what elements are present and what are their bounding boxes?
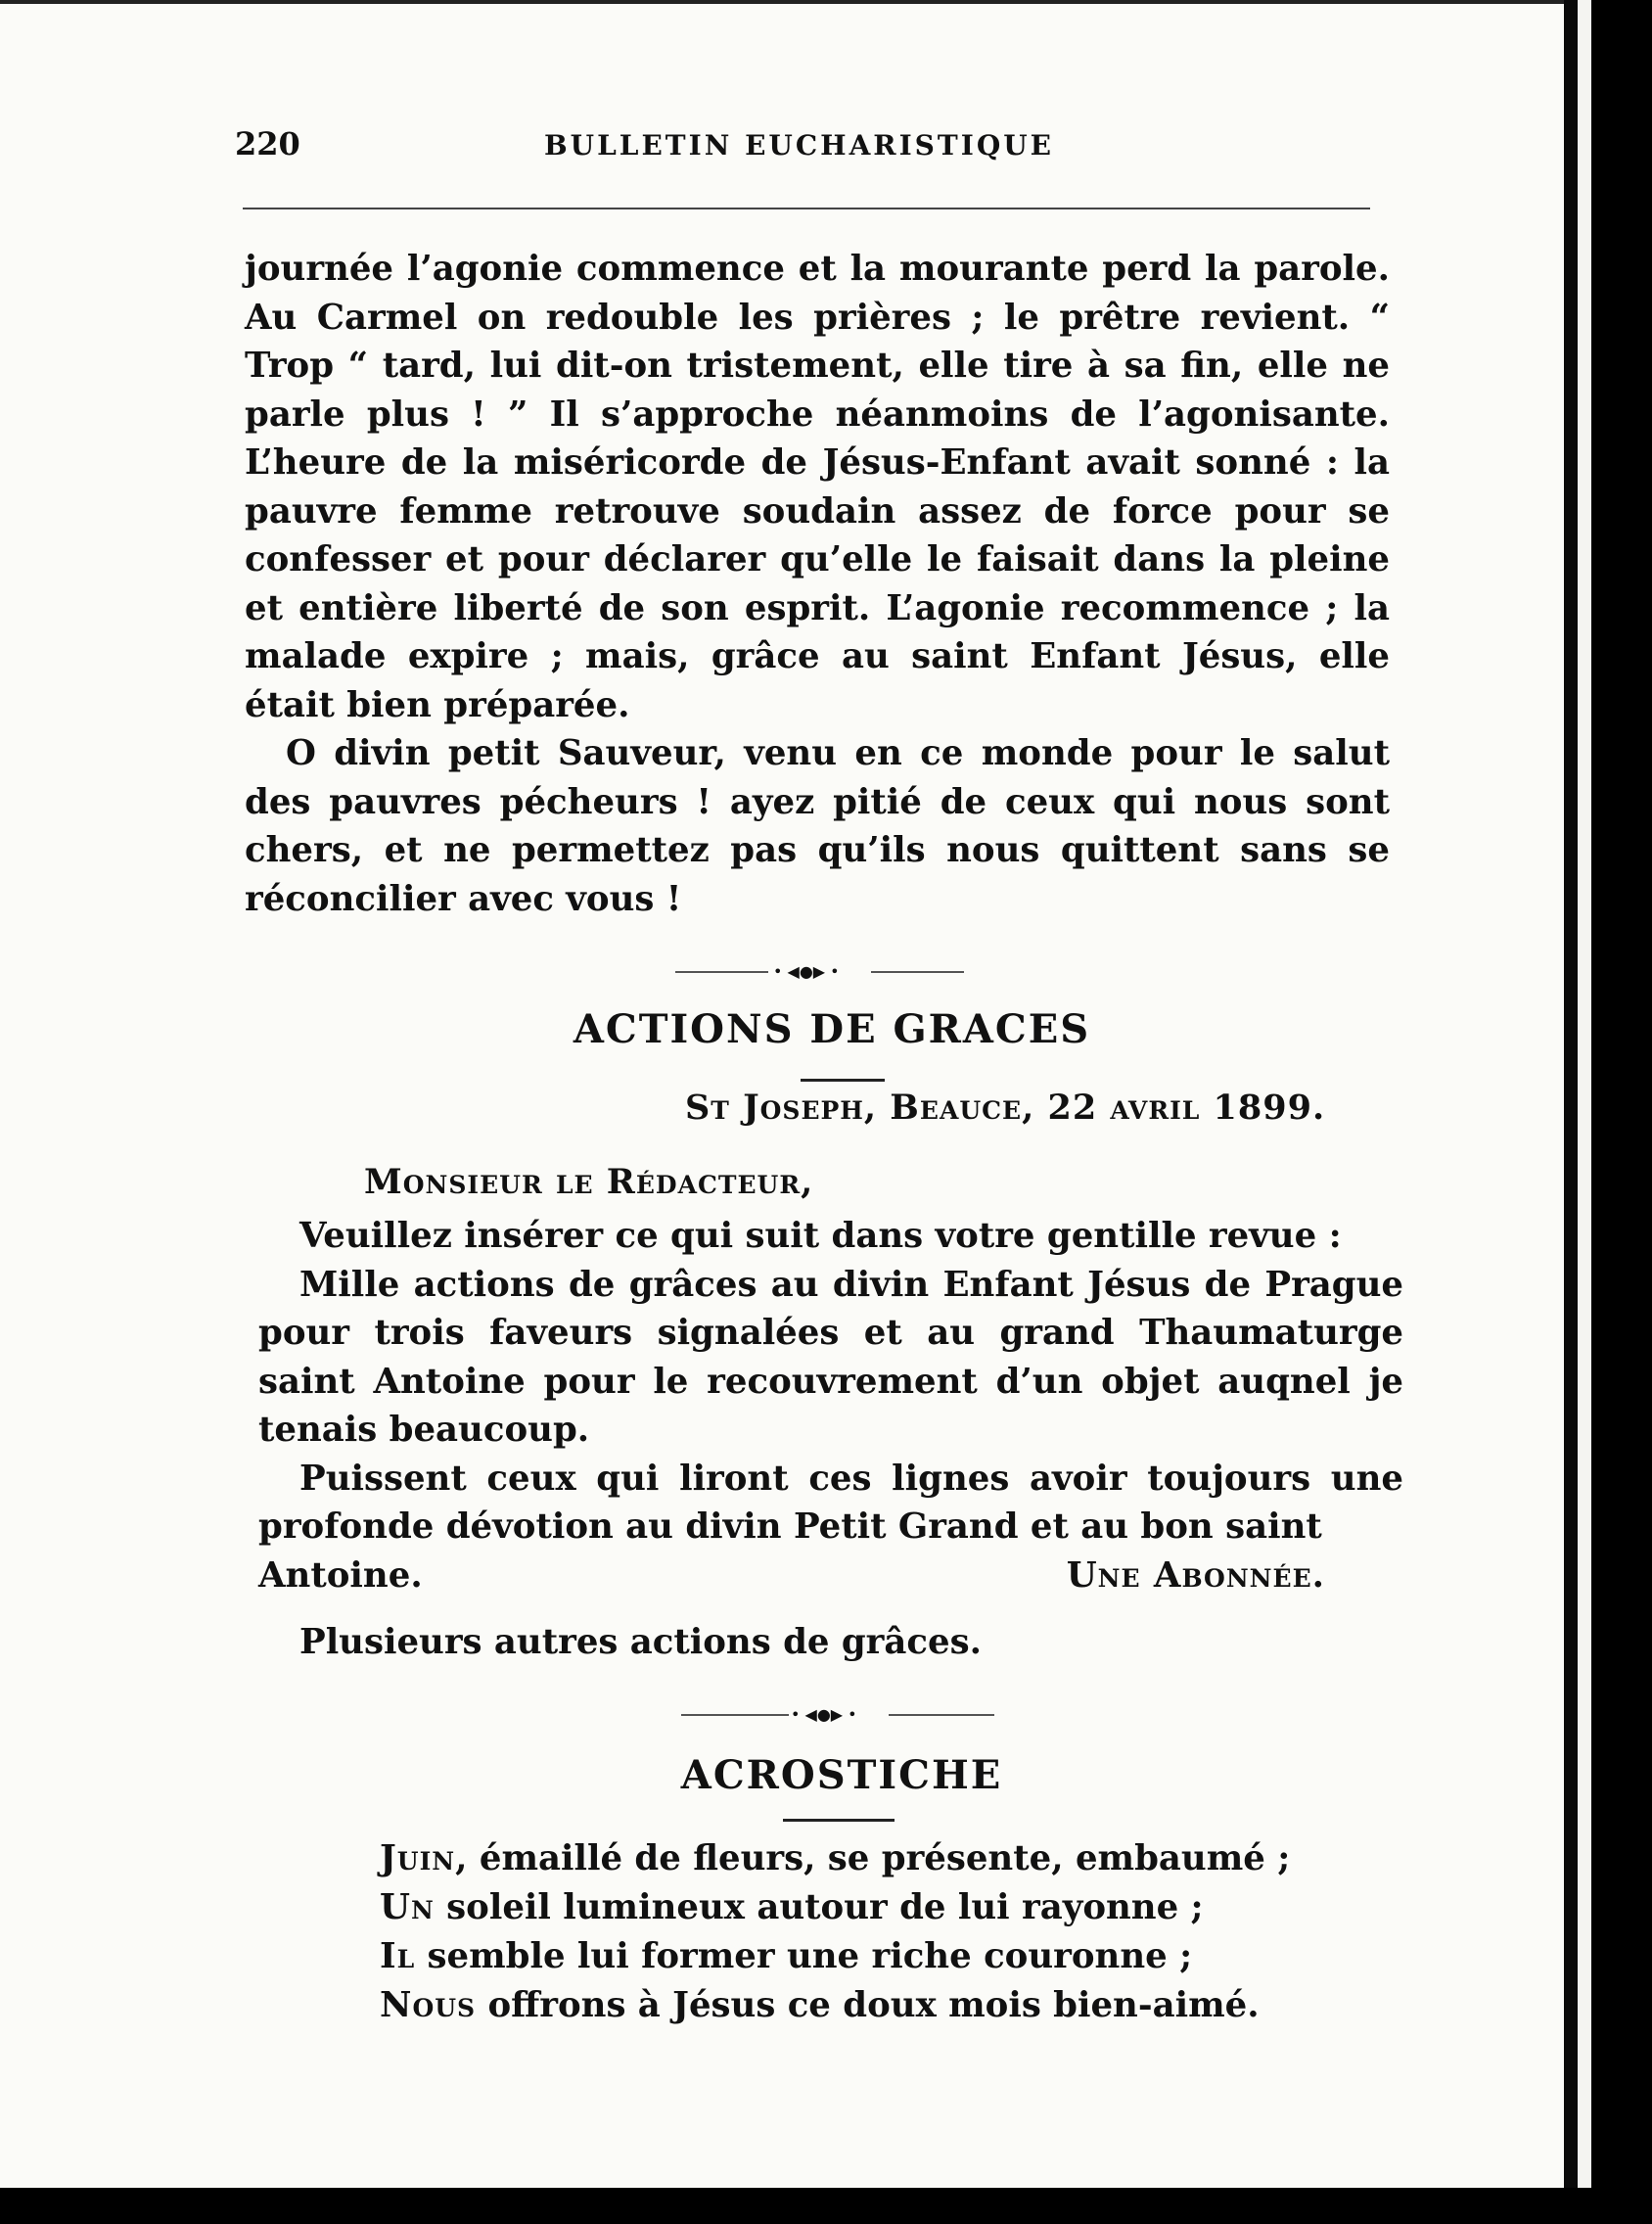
poem-line-text: semble lui former une riche couronne ; [415, 1936, 1193, 1976]
divider-line [871, 971, 964, 973]
acrostic-initial: Nous [380, 1985, 477, 2025]
divider-line [889, 1714, 994, 1716]
closing-line [258, 1552, 1403, 1600]
poem-line-text: offrons à Jésus ce doux mois bien-aimé. [476, 1985, 1260, 2025]
header-rule [243, 208, 1370, 209]
divider-line [675, 971, 768, 973]
poem-line [380, 1883, 1407, 1932]
poem-line-text: , émaillé de fleurs, se présente, embaumé ; [455, 1838, 1291, 1878]
poem-line-text: soleil lumineux autour de lui rayonne ; [434, 1887, 1204, 1927]
section-divider-ornament [675, 963, 969, 981]
dateline: St Joseph, Beauce, 22 avril 1899. [685, 1088, 1326, 1128]
poem-line [380, 1834, 1407, 1883]
page-top-edge [0, 0, 1564, 4]
section-divider-ornament [681, 1706, 994, 1724]
note [258, 1618, 1403, 1667]
poem-line [380, 1981, 1407, 2030]
page-number: 220 [235, 125, 300, 162]
section-title: ACROSTICHE [680, 1752, 1003, 1798]
paragraph: O divin petit Sauveur, venu en ce monde pour le salut des pauvres pécheurs ! ayez pitié de ceux qui nous sont chers, et ne permettez pas qu’ils nous quittent sans se réconcilier avec vous ! [245, 733, 1390, 919]
paragraph-end: Antoine. [258, 1554, 423, 1596]
title-underline [801, 1079, 885, 1082]
divider-line [681, 1714, 789, 1716]
paragraph: journée l’agonie commence et la mourante perd la parole. Au Carmel on redouble les prières ; le prêtre revient. “ Trop “ tard, lui dit-on tristement, elle tire à sa fin, elle ne parle plus ! ” Il s’approche néanmoins de l’agonisante. L’heure de la miséricorde de Jésus-Enfant avait sonné : la pauvre femme retrouve soudain assez de force pour se confesser et pour déclarer qu’elle le faisait dans la pleine et entière liberté de son esprit. L’agonie recommence ; la malade expire ; mais, grâce au saint Enfant Jésus, elle était bien préparée. [245, 249, 1390, 725]
title-underline [783, 1819, 895, 1822]
page-binding-edge [1564, 0, 1578, 2188]
next-page-edge [1578, 0, 1591, 2188]
paragraph: Puissent ceux qui liront ces lignes avoir toujours une profonde dévotion au divin Petit Grand et au bon saint [258, 1458, 1403, 1547]
continued-passage [245, 245, 1390, 923]
page-header [235, 125, 1370, 164]
section-title: ACTIONS DE GRACES [573, 1006, 1091, 1052]
running-title: BULLETIN EUCHARISTIQUE [544, 129, 1054, 162]
acrostic-initial: Juin [380, 1838, 456, 1878]
paragraph: Plusieurs autres actions de grâces. [299, 1622, 982, 1662]
acrostic-initial: Il [380, 1936, 416, 1976]
poem-line [380, 1932, 1407, 1981]
paragraph: Veuillez insérer ce qui suit dans votre gentille revue : [299, 1216, 1342, 1256]
acrostic-poem [380, 1834, 1407, 2030]
salutation: Monsieur le Rédacteur, [364, 1162, 814, 1202]
fleuron-icon: • ◀●▶ • [773, 962, 840, 981]
signature: Une Abonnée. [1066, 1554, 1325, 1596]
fleuron-icon: • ◀●▶ • [791, 1705, 857, 1724]
letter-body [258, 1212, 1403, 1599]
paragraph: Mille actions de grâces au divin Enfant Jésus de Prague pour trois faveurs signalées et au grand Thaumaturge saint Antoine pour le recouvrement d’un objet auqnel je tenais beaucoup. [258, 1264, 1403, 1450]
acrostic-initial: Un [380, 1887, 435, 1927]
